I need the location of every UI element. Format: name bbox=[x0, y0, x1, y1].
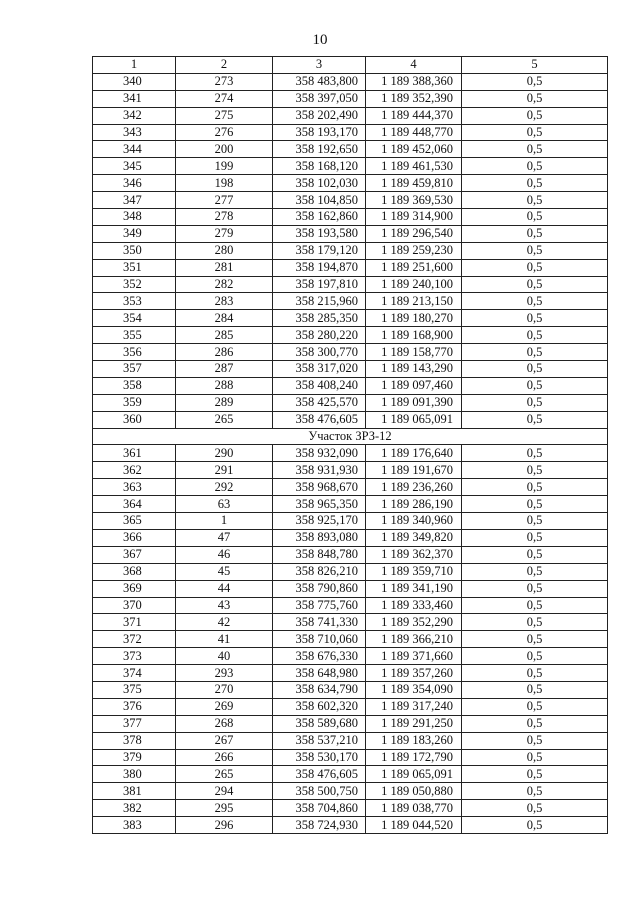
y-coordinate-cell: 1 189 388,360 bbox=[366, 73, 462, 90]
table-row bbox=[93, 648, 608, 665]
point-number-cell: 379 bbox=[93, 749, 176, 766]
vertex-number-cell: 198 bbox=[176, 175, 273, 192]
vertex-number-cell: 276 bbox=[176, 124, 273, 141]
accuracy-cell: 0,5 bbox=[462, 225, 608, 242]
point-number-cell: 370 bbox=[93, 597, 176, 614]
y-coordinate-cell: 1 189 176,640 bbox=[366, 445, 462, 462]
vertex-number-cell: 268 bbox=[176, 715, 273, 732]
accuracy-cell: 0,5 bbox=[462, 209, 608, 226]
x-coordinate-cell: 358 790,860 bbox=[273, 580, 366, 597]
vertex-number-cell: 278 bbox=[176, 209, 273, 226]
y-coordinate-cell: 1 189 251,600 bbox=[366, 259, 462, 276]
table-row bbox=[93, 614, 608, 631]
y-coordinate-cell: 1 189 065,091 bbox=[366, 411, 462, 428]
x-coordinate-cell: 358 848,780 bbox=[273, 546, 366, 563]
accuracy-cell: 0,5 bbox=[462, 681, 608, 698]
point-number-cell: 358 bbox=[93, 377, 176, 394]
table-row bbox=[93, 361, 608, 378]
vertex-number-cell: 42 bbox=[176, 614, 273, 631]
vertex-number-cell: 283 bbox=[176, 293, 273, 310]
table-row bbox=[93, 377, 608, 394]
y-coordinate-cell: 1 189 448,770 bbox=[366, 124, 462, 141]
table-row bbox=[93, 327, 608, 344]
vertex-number-cell: 286 bbox=[176, 344, 273, 361]
table-row bbox=[93, 209, 608, 226]
table-row bbox=[93, 158, 608, 175]
table-row bbox=[93, 665, 608, 682]
vertex-number-cell: 63 bbox=[176, 496, 273, 513]
accuracy-cell: 0,5 bbox=[462, 445, 608, 462]
x-coordinate-cell: 358 408,240 bbox=[273, 377, 366, 394]
table-row bbox=[93, 310, 608, 327]
vertex-number-cell: 280 bbox=[176, 242, 273, 259]
x-coordinate-cell: 358 317,020 bbox=[273, 361, 366, 378]
y-coordinate-cell: 1 189 044,520 bbox=[366, 817, 462, 834]
table-row bbox=[93, 715, 608, 732]
x-coordinate-cell: 358 104,850 bbox=[273, 192, 366, 209]
column-header-4: 4 bbox=[366, 57, 462, 74]
point-number-cell: 376 bbox=[93, 698, 176, 715]
y-coordinate-cell: 1 189 317,240 bbox=[366, 698, 462, 715]
table-row bbox=[93, 141, 608, 158]
vertex-number-cell: 43 bbox=[176, 597, 273, 614]
x-coordinate-cell: 358 704,860 bbox=[273, 800, 366, 817]
accuracy-cell: 0,5 bbox=[462, 73, 608, 90]
point-number-cell: 352 bbox=[93, 276, 176, 293]
point-number-cell: 359 bbox=[93, 394, 176, 411]
x-coordinate-cell: 358 202,490 bbox=[273, 107, 366, 124]
point-number-cell: 367 bbox=[93, 546, 176, 563]
table-row bbox=[93, 597, 608, 614]
y-coordinate-cell: 1 189 213,150 bbox=[366, 293, 462, 310]
vertex-number-cell: 275 bbox=[176, 107, 273, 124]
y-coordinate-cell: 1 189 291,250 bbox=[366, 715, 462, 732]
accuracy-cell: 0,5 bbox=[462, 614, 608, 631]
x-coordinate-cell: 358 965,350 bbox=[273, 496, 366, 513]
point-number-cell: 375 bbox=[93, 681, 176, 698]
vertex-number-cell: 266 bbox=[176, 749, 273, 766]
table-row bbox=[93, 107, 608, 124]
x-coordinate-cell: 358 483,800 bbox=[273, 73, 366, 90]
accuracy-cell: 0,5 bbox=[462, 411, 608, 428]
y-coordinate-cell: 1 189 459,810 bbox=[366, 175, 462, 192]
x-coordinate-cell: 358 741,330 bbox=[273, 614, 366, 631]
point-number-cell: 361 bbox=[93, 445, 176, 462]
table-row bbox=[93, 546, 608, 563]
point-number-cell: 368 bbox=[93, 563, 176, 580]
point-number-cell: 346 bbox=[93, 175, 176, 192]
accuracy-cell: 0,5 bbox=[462, 597, 608, 614]
x-coordinate-cell: 358 602,320 bbox=[273, 698, 366, 715]
point-number-cell: 381 bbox=[93, 783, 176, 800]
point-number-cell: 371 bbox=[93, 614, 176, 631]
table-row bbox=[93, 529, 608, 546]
accuracy-cell: 0,5 bbox=[462, 242, 608, 259]
vertex-number-cell: 282 bbox=[176, 276, 273, 293]
table-row bbox=[93, 800, 608, 817]
vertex-number-cell: 40 bbox=[176, 648, 273, 665]
accuracy-cell: 0,5 bbox=[462, 698, 608, 715]
y-coordinate-cell: 1 189 354,090 bbox=[366, 681, 462, 698]
point-number-cell: 344 bbox=[93, 141, 176, 158]
point-number-cell: 383 bbox=[93, 817, 176, 834]
y-coordinate-cell: 1 189 333,460 bbox=[366, 597, 462, 614]
vertex-number-cell: 200 bbox=[176, 141, 273, 158]
x-coordinate-cell: 358 300,770 bbox=[273, 344, 366, 361]
accuracy-cell: 0,5 bbox=[462, 310, 608, 327]
accuracy-cell: 0,5 bbox=[462, 344, 608, 361]
table-row bbox=[93, 445, 608, 462]
x-coordinate-cell: 358 168,120 bbox=[273, 158, 366, 175]
vertex-number-cell: 296 bbox=[176, 817, 273, 834]
point-number-cell: 343 bbox=[93, 124, 176, 141]
x-coordinate-cell: 358 500,750 bbox=[273, 783, 366, 800]
vertex-number-cell: 277 bbox=[176, 192, 273, 209]
vertex-number-cell: 293 bbox=[176, 665, 273, 682]
vertex-number-cell: 291 bbox=[176, 462, 273, 479]
column-header-3: 3 bbox=[273, 57, 366, 74]
x-coordinate-cell: 358 710,060 bbox=[273, 631, 366, 648]
table-row bbox=[93, 344, 608, 361]
point-number-cell: 365 bbox=[93, 513, 176, 530]
table-row bbox=[93, 293, 608, 310]
accuracy-cell: 0,5 bbox=[462, 327, 608, 344]
coordinates-table-body bbox=[93, 57, 608, 834]
accuracy-cell: 0,5 bbox=[462, 259, 608, 276]
point-number-cell: 354 bbox=[93, 310, 176, 327]
y-coordinate-cell: 1 189 143,290 bbox=[366, 361, 462, 378]
y-coordinate-cell: 1 189 038,770 bbox=[366, 800, 462, 817]
point-number-cell: 374 bbox=[93, 665, 176, 682]
table-header-row bbox=[93, 57, 608, 74]
table-row bbox=[93, 479, 608, 496]
vertex-number-cell: 265 bbox=[176, 411, 273, 428]
vertex-number-cell: 274 bbox=[176, 90, 273, 107]
x-coordinate-cell: 358 925,170 bbox=[273, 513, 366, 530]
accuracy-cell: 0,5 bbox=[462, 293, 608, 310]
y-coordinate-cell: 1 189 191,670 bbox=[366, 462, 462, 479]
x-coordinate-cell: 358 197,810 bbox=[273, 276, 366, 293]
point-number-cell: 355 bbox=[93, 327, 176, 344]
vertex-number-cell: 295 bbox=[176, 800, 273, 817]
x-coordinate-cell: 358 179,120 bbox=[273, 242, 366, 259]
table-row bbox=[93, 496, 608, 513]
point-number-cell: 373 bbox=[93, 648, 176, 665]
point-number-cell: 349 bbox=[93, 225, 176, 242]
table-row bbox=[93, 90, 608, 107]
x-coordinate-cell: 358 192,650 bbox=[273, 141, 366, 158]
point-number-cell: 382 bbox=[93, 800, 176, 817]
accuracy-cell: 0,5 bbox=[462, 394, 608, 411]
table-row bbox=[93, 698, 608, 715]
accuracy-cell: 0,5 bbox=[462, 648, 608, 665]
table-row bbox=[93, 783, 608, 800]
point-number-cell: 372 bbox=[93, 631, 176, 648]
table-row bbox=[93, 276, 608, 293]
y-coordinate-cell: 1 189 286,190 bbox=[366, 496, 462, 513]
x-coordinate-cell: 358 425,570 bbox=[273, 394, 366, 411]
x-coordinate-cell: 358 215,960 bbox=[273, 293, 366, 310]
y-coordinate-cell: 1 189 172,790 bbox=[366, 749, 462, 766]
vertex-number-cell: 279 bbox=[176, 225, 273, 242]
accuracy-cell: 0,5 bbox=[462, 529, 608, 546]
y-coordinate-cell: 1 189 369,530 bbox=[366, 192, 462, 209]
x-coordinate-cell: 358 968,670 bbox=[273, 479, 366, 496]
accuracy-cell: 0,5 bbox=[462, 462, 608, 479]
table-row bbox=[93, 749, 608, 766]
x-coordinate-cell: 358 724,930 bbox=[273, 817, 366, 834]
accuracy-cell: 0,5 bbox=[462, 766, 608, 783]
table-row bbox=[93, 242, 608, 259]
table-row bbox=[93, 513, 608, 530]
y-coordinate-cell: 1 189 452,060 bbox=[366, 141, 462, 158]
vertex-number-cell: 288 bbox=[176, 377, 273, 394]
vertex-number-cell: 287 bbox=[176, 361, 273, 378]
page-number: 10 bbox=[312, 32, 328, 48]
x-coordinate-cell: 358 648,980 bbox=[273, 665, 366, 682]
x-coordinate-cell: 358 476,605 bbox=[273, 411, 366, 428]
vertex-number-cell: 46 bbox=[176, 546, 273, 563]
x-coordinate-cell: 358 476,605 bbox=[273, 766, 366, 783]
x-coordinate-cell: 358 931,930 bbox=[273, 462, 366, 479]
x-coordinate-cell: 358 893,080 bbox=[273, 529, 366, 546]
table-row bbox=[93, 73, 608, 90]
point-number-cell: 363 bbox=[93, 479, 176, 496]
point-number-cell: 357 bbox=[93, 361, 176, 378]
vertex-number-cell: 289 bbox=[176, 394, 273, 411]
y-coordinate-cell: 1 189 352,390 bbox=[366, 90, 462, 107]
accuracy-cell: 0,5 bbox=[462, 361, 608, 378]
accuracy-cell: 0,5 bbox=[462, 631, 608, 648]
accuracy-cell: 0,5 bbox=[462, 715, 608, 732]
y-coordinate-cell: 1 189 097,460 bbox=[366, 377, 462, 394]
accuracy-cell: 0,5 bbox=[462, 749, 608, 766]
point-number-cell: 378 bbox=[93, 732, 176, 749]
y-coordinate-cell: 1 189 296,540 bbox=[366, 225, 462, 242]
x-coordinate-cell: 358 102,030 bbox=[273, 175, 366, 192]
y-coordinate-cell: 1 189 180,270 bbox=[366, 310, 462, 327]
table-row bbox=[93, 580, 608, 597]
point-number-cell: 366 bbox=[93, 529, 176, 546]
y-coordinate-cell: 1 189 341,190 bbox=[366, 580, 462, 597]
column-header-5: 5 bbox=[462, 57, 608, 74]
accuracy-cell: 0,5 bbox=[462, 513, 608, 530]
table-row bbox=[93, 259, 608, 276]
x-coordinate-cell: 358 280,220 bbox=[273, 327, 366, 344]
accuracy-cell: 0,5 bbox=[462, 124, 608, 141]
table-row bbox=[93, 124, 608, 141]
vertex-number-cell: 199 bbox=[176, 158, 273, 175]
y-coordinate-cell: 1 189 444,370 bbox=[366, 107, 462, 124]
x-coordinate-cell: 358 826,210 bbox=[273, 563, 366, 580]
vertex-number-cell: 273 bbox=[176, 73, 273, 90]
x-coordinate-cell: 358 537,210 bbox=[273, 732, 366, 749]
vertex-number-cell: 41 bbox=[176, 631, 273, 648]
x-coordinate-cell: 358 162,860 bbox=[273, 209, 366, 226]
point-number-cell: 342 bbox=[93, 107, 176, 124]
table-row bbox=[93, 732, 608, 749]
table-row bbox=[93, 563, 608, 580]
x-coordinate-cell: 358 193,170 bbox=[273, 124, 366, 141]
y-coordinate-cell: 1 189 371,660 bbox=[366, 648, 462, 665]
accuracy-cell: 0,5 bbox=[462, 479, 608, 496]
y-coordinate-cell: 1 189 314,900 bbox=[366, 209, 462, 226]
vertex-number-cell: 281 bbox=[176, 259, 273, 276]
point-number-cell: 364 bbox=[93, 496, 176, 513]
accuracy-cell: 0,5 bbox=[462, 192, 608, 209]
vertex-number-cell: 285 bbox=[176, 327, 273, 344]
y-coordinate-cell: 1 189 366,210 bbox=[366, 631, 462, 648]
vertex-number-cell: 47 bbox=[176, 529, 273, 546]
x-coordinate-cell: 358 932,090 bbox=[273, 445, 366, 462]
point-number-cell: 380 bbox=[93, 766, 176, 783]
accuracy-cell: 0,5 bbox=[462, 158, 608, 175]
y-coordinate-cell: 1 189 352,290 bbox=[366, 614, 462, 631]
vertex-number-cell: 267 bbox=[176, 732, 273, 749]
point-number-cell: 356 bbox=[93, 344, 176, 361]
y-coordinate-cell: 1 189 091,390 bbox=[366, 394, 462, 411]
accuracy-cell: 0,5 bbox=[462, 580, 608, 597]
accuracy-cell: 0,5 bbox=[462, 175, 608, 192]
accuracy-cell: 0,5 bbox=[462, 141, 608, 158]
y-coordinate-cell: 1 189 158,770 bbox=[366, 344, 462, 361]
point-number-cell: 347 bbox=[93, 192, 176, 209]
vertex-number-cell: 284 bbox=[176, 310, 273, 327]
point-number-cell: 360 bbox=[93, 411, 176, 428]
accuracy-cell: 0,5 bbox=[462, 563, 608, 580]
point-number-cell: 351 bbox=[93, 259, 176, 276]
point-number-cell: 345 bbox=[93, 158, 176, 175]
y-coordinate-cell: 1 189 240,100 bbox=[366, 276, 462, 293]
y-coordinate-cell: 1 189 357,260 bbox=[366, 665, 462, 682]
y-coordinate-cell: 1 189 050,880 bbox=[366, 783, 462, 800]
x-coordinate-cell: 358 285,350 bbox=[273, 310, 366, 327]
accuracy-cell: 0,5 bbox=[462, 496, 608, 513]
y-coordinate-cell: 1 189 259,230 bbox=[366, 242, 462, 259]
point-number-cell: 369 bbox=[93, 580, 176, 597]
accuracy-cell: 0,5 bbox=[462, 800, 608, 817]
accuracy-cell: 0,5 bbox=[462, 107, 608, 124]
x-coordinate-cell: 358 775,760 bbox=[273, 597, 366, 614]
x-coordinate-cell: 358 530,170 bbox=[273, 749, 366, 766]
table-row bbox=[93, 681, 608, 698]
y-coordinate-cell: 1 189 362,370 bbox=[366, 546, 462, 563]
x-coordinate-cell: 358 193,580 bbox=[273, 225, 366, 242]
vertex-number-cell: 290 bbox=[176, 445, 273, 462]
accuracy-cell: 0,5 bbox=[462, 90, 608, 107]
vertex-number-cell: 44 bbox=[176, 580, 273, 597]
section-title-row bbox=[93, 428, 608, 445]
accuracy-cell: 0,5 bbox=[462, 817, 608, 834]
vertex-number-cell: 292 bbox=[176, 479, 273, 496]
y-coordinate-cell: 1 189 168,900 bbox=[366, 327, 462, 344]
y-coordinate-cell: 1 189 065,091 bbox=[366, 766, 462, 783]
table-row bbox=[93, 766, 608, 783]
accuracy-cell: 0,5 bbox=[462, 546, 608, 563]
table-row bbox=[93, 817, 608, 834]
y-coordinate-cell: 1 189 349,820 bbox=[366, 529, 462, 546]
table-row bbox=[93, 411, 608, 428]
accuracy-cell: 0,5 bbox=[462, 276, 608, 293]
vertex-number-cell: 45 bbox=[176, 563, 273, 580]
vertex-number-cell: 1 bbox=[176, 513, 273, 530]
point-number-cell: 377 bbox=[93, 715, 176, 732]
table-row bbox=[93, 175, 608, 192]
table-row bbox=[93, 631, 608, 648]
table-row bbox=[93, 192, 608, 209]
column-header-1: 1 bbox=[93, 57, 176, 74]
y-coordinate-cell: 1 189 359,710 bbox=[366, 563, 462, 580]
point-number-cell: 340 bbox=[93, 73, 176, 90]
accuracy-cell: 0,5 bbox=[462, 665, 608, 682]
y-coordinate-cell: 1 189 183,260 bbox=[366, 732, 462, 749]
y-coordinate-cell: 1 189 340,960 bbox=[366, 513, 462, 530]
point-number-cell: 348 bbox=[93, 209, 176, 226]
column-header-2: 2 bbox=[176, 57, 273, 74]
x-coordinate-cell: 358 589,680 bbox=[273, 715, 366, 732]
x-coordinate-cell: 358 194,870 bbox=[273, 259, 366, 276]
section-title: Участок ЗРЗ-12 bbox=[93, 428, 608, 445]
accuracy-cell: 0,5 bbox=[462, 783, 608, 800]
table-row bbox=[93, 462, 608, 479]
point-number-cell: 350 bbox=[93, 242, 176, 259]
vertex-number-cell: 265 bbox=[176, 766, 273, 783]
y-coordinate-cell: 1 189 236,260 bbox=[366, 479, 462, 496]
vertex-number-cell: 294 bbox=[176, 783, 273, 800]
vertex-number-cell: 270 bbox=[176, 681, 273, 698]
vertex-number-cell: 269 bbox=[176, 698, 273, 715]
x-coordinate-cell: 358 676,330 bbox=[273, 648, 366, 665]
accuracy-cell: 0,5 bbox=[462, 732, 608, 749]
table-row bbox=[93, 394, 608, 411]
coordinates-table bbox=[92, 56, 608, 834]
point-number-cell: 353 bbox=[93, 293, 176, 310]
x-coordinate-cell: 358 397,050 bbox=[273, 90, 366, 107]
y-coordinate-cell: 1 189 461,530 bbox=[366, 158, 462, 175]
accuracy-cell: 0,5 bbox=[462, 377, 608, 394]
point-number-cell: 341 bbox=[93, 90, 176, 107]
point-number-cell: 362 bbox=[93, 462, 176, 479]
table-row bbox=[93, 225, 608, 242]
x-coordinate-cell: 358 634,790 bbox=[273, 681, 366, 698]
